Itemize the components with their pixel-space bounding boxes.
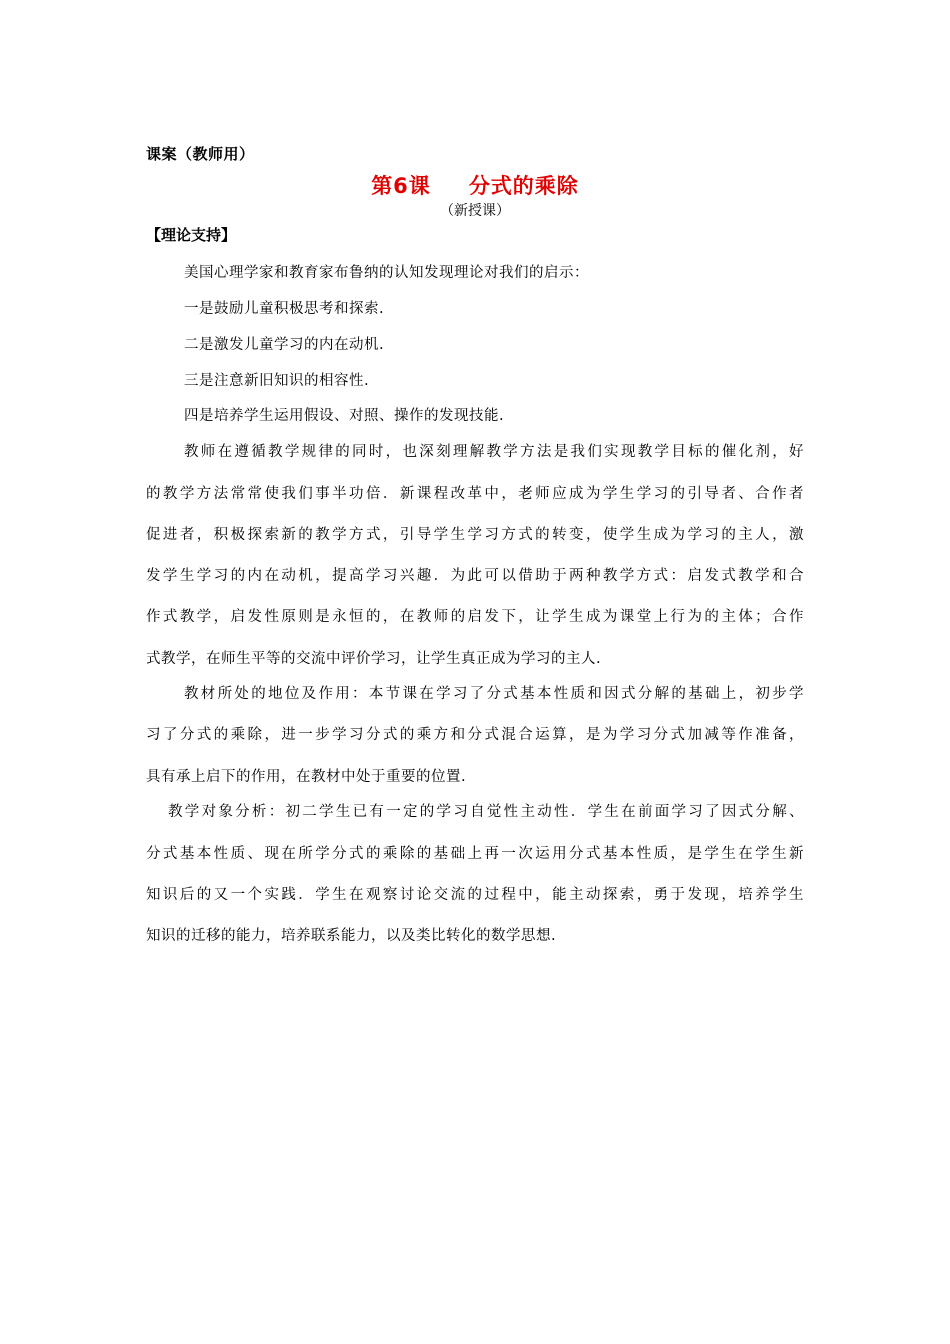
lesson-title — [0, 170, 950, 200]
paragraph-line: 知识的迁移的能力，培养联系能力，以及类比转化的数学思想. — [146, 928, 557, 944]
document-kicker: 课案（教师用） — [146, 145, 255, 163]
paragraph-line: 具有承上启下的作用，在教材中处于重要的位置. — [146, 769, 467, 785]
intro-lead: 美国心理学家和教育家布鲁纳的认知发现理论对我们的启示： — [184, 265, 589, 281]
paragraph-line: 式教学，在师生平等的交流中评价学习，让学生真正成为学习的主人. — [146, 651, 602, 667]
paragraph-line: 教材所处的地位及作用：本节课在学习了分式基本性质和因式分解的基础上，初步学 — [184, 686, 804, 702]
paragraph-line: 知识后的又一个实践．学生在观察讨论交流的过程中，能主动探索，勇于发现，培养学生 — [146, 887, 804, 903]
intro-point: 二是激发儿童学习的内在动机. — [184, 337, 385, 353]
lesson-topic: 分式的乘除 — [468, 174, 579, 198]
intro-point: 四是培养学生运用假设、对照、操作的发现技能. — [184, 408, 505, 424]
intro-point: 一是鼓励儿童积极思考和探索. — [184, 301, 385, 317]
paragraph-line: 作式教学，启发性原则是永恒的，在教师的启发下，让学生成为课堂上行为的主体；合作 — [146, 609, 804, 625]
paragraph-line: 分式基本性质、现在所学分式的乘除的基础上再一次运用分式基本性质，是学生在学生新 — [146, 846, 804, 862]
paragraph-line: 习了分式的乘除，进一步学习分式的乘方和分式混合运算，是为学习分式加减等作准备， — [146, 727, 804, 743]
paragraph-line: 的教学方法常常使我们事半功倍．新课程改革中，老师应成为学生学习的引导者、合作者 — [146, 486, 804, 502]
paragraph-line: 教学对象分析：初二学生已有一定的学习自觉性主动性．学生在前面学习了因式分解、 — [168, 804, 804, 820]
paragraph-line: 教师在遵循教学规律的同时，也深刻理解教学方法是我们实现教学目标的催化剂，好 — [184, 444, 804, 460]
paragraph-line: 发学生学习的内在动机，提高学习兴趣．为此可以借助于两种教学方式：启发式教学和合 — [146, 568, 804, 584]
paragraph-line: 促进者，积极探索新的教学方式，引导学生学习方式的转变，使学生成为学习的主人，激 — [146, 527, 804, 543]
lesson-type: （新授课） — [440, 203, 510, 219]
section-heading: 【理论支持】 — [146, 226, 237, 244]
intro-point: 三是注意新旧知识的相容性. — [184, 373, 370, 389]
lesson-number: 第6课 — [371, 174, 431, 198]
